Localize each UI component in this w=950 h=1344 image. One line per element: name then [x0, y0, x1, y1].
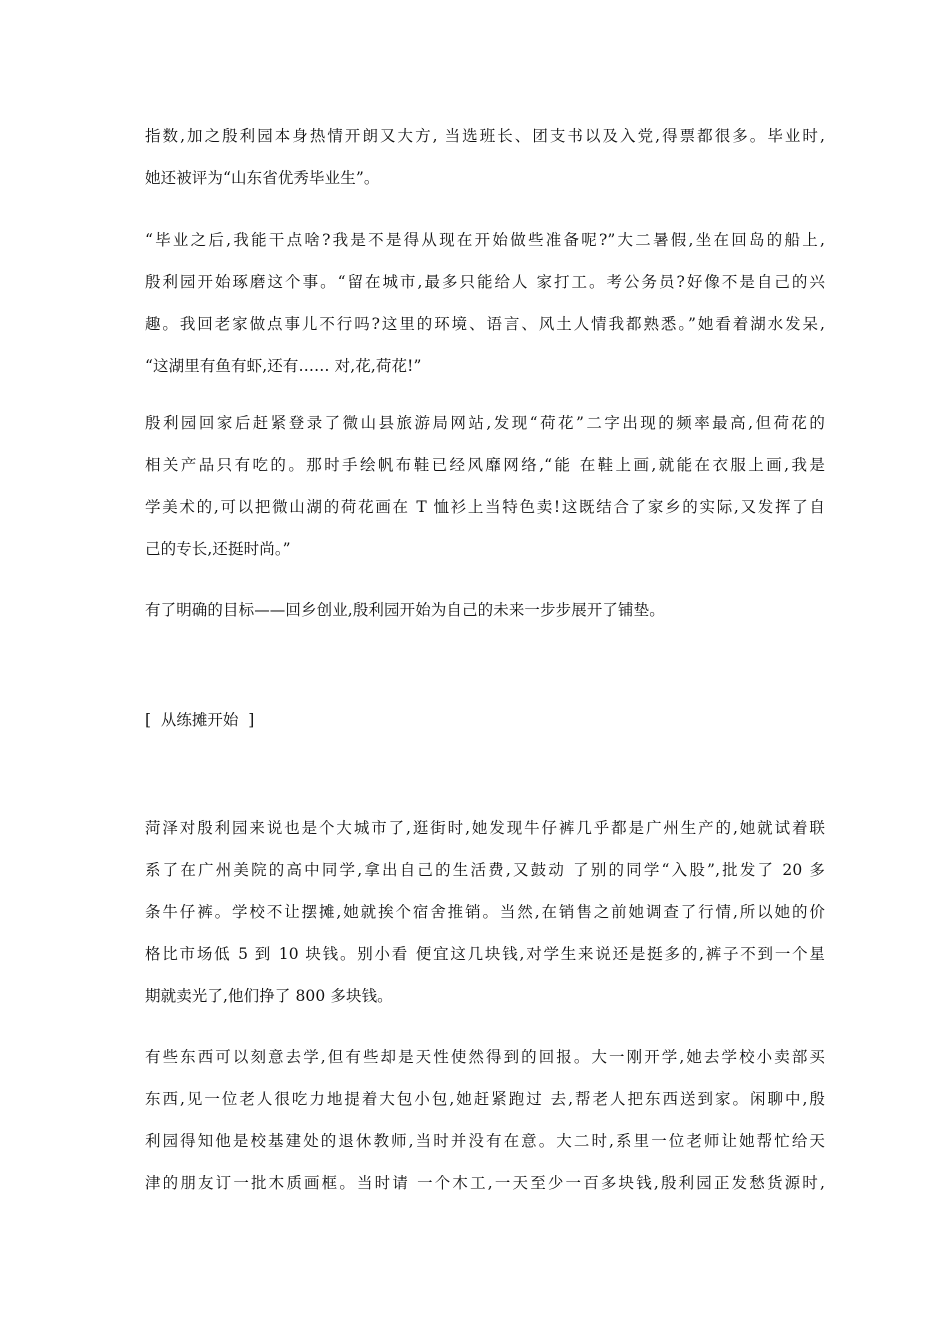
section-heading: [ 从练摊开始 ]	[145, 711, 255, 729]
paragraph-5-line-3: 条牛仔裤。学校不让摆摊,她就挨个宿舍推销。当然,在销售之前她调查了行情,所以她的价	[145, 903, 825, 921]
paragraph-6-line-2: 东西,见一位老人很吃力地提着大包小包,她赶紧跑过 去,帮老人把东西送到家。闲聊中,殷	[145, 1090, 825, 1108]
paragraph-1-line-1: 指数,加之殷利园本身热情开朗又大方, 当选班长、团支书以及入党,得票都很多。毕业时,	[145, 127, 825, 145]
paragraph-3-line-2: 相关产品只有吃的。那时手绘帆布鞋已经风靡网络,“能 在鞋上画,就能在衣服上画,我是	[145, 456, 825, 474]
paragraph-1-line-2: 她还被评为“山东省优秀毕业生”。	[145, 169, 380, 187]
paragraph-6-line-1: 有些东西可以刻意去学,但有些却是天性使然得到的回报。大一刚开学,她去学校小卖部买	[145, 1048, 825, 1066]
paragraph-2-line-3: 趣。我回老家做点事儿不行吗?这里的环境、语言、风土人情我都熟悉。”她看着湖水发呆,	[145, 315, 825, 333]
paragraph-3-line-1: 殷利园回家后赶紧登录了微山县旅游局网站,发现“荷花”二字出现的频率最高,但荷花的	[145, 414, 825, 432]
paragraph-6-line-3: 利园得知他是校基建处的退休教师,当时并没有在意。大二时,系里一位老师让她帮忙给天	[145, 1132, 825, 1150]
paragraph-5-line-5: 期就卖光了,他们挣了 800 多块钱。	[145, 987, 393, 1005]
paragraph-5-line-4: 格比市场低 5 到 10 块钱。别小看 便宜这几块钱,对学生来说还是挺多的,裤子不到一个星	[145, 945, 825, 963]
paragraph-2-line-4: “这湖里有鱼有虾,还有…… 对,花,荷花!”	[145, 357, 422, 375]
paragraph-2-line-2: 殷利园开始琢磨这个事。“留在城市,最多只能给人 家打工。考公务员?好像不是自己的兴	[145, 273, 825, 291]
paragraph-5-line-1: 菏泽对殷利园来说也是个大城市了,逛街时,她发现牛仔裤几乎都是广州生产的,她就试着联	[145, 819, 825, 837]
paragraph-2-line-1: “毕业之后,我能干点啥?我是不是得从现在开始做些准备呢?”大二暑假,坐在回岛的船上,	[145, 231, 825, 249]
paragraph-6-line-4: 津的朋友订一批木质画框。当时请 一个木工,一天至少一百多块钱,殷利园正发愁货源时,	[145, 1174, 825, 1192]
paragraph-3-line-3: 学美术的,可以把微山湖的荷花画在 T 恤衫上当特色卖!这既结合了家乡的实际,又发挥了自	[145, 498, 825, 516]
paragraph-3-line-4: 己的专长,还挺时尚。”	[145, 540, 291, 558]
paragraph-5-line-2: 系了在广州美院的高中同学,拿出自己的生活费,又鼓动 了别的同学“入股”,批发了 20 多	[145, 861, 825, 879]
paragraph-4-line-1: 有了明确的目标——回乡创业,殷利园开始为自己的未来一步步展开了铺垫。	[145, 601, 665, 619]
